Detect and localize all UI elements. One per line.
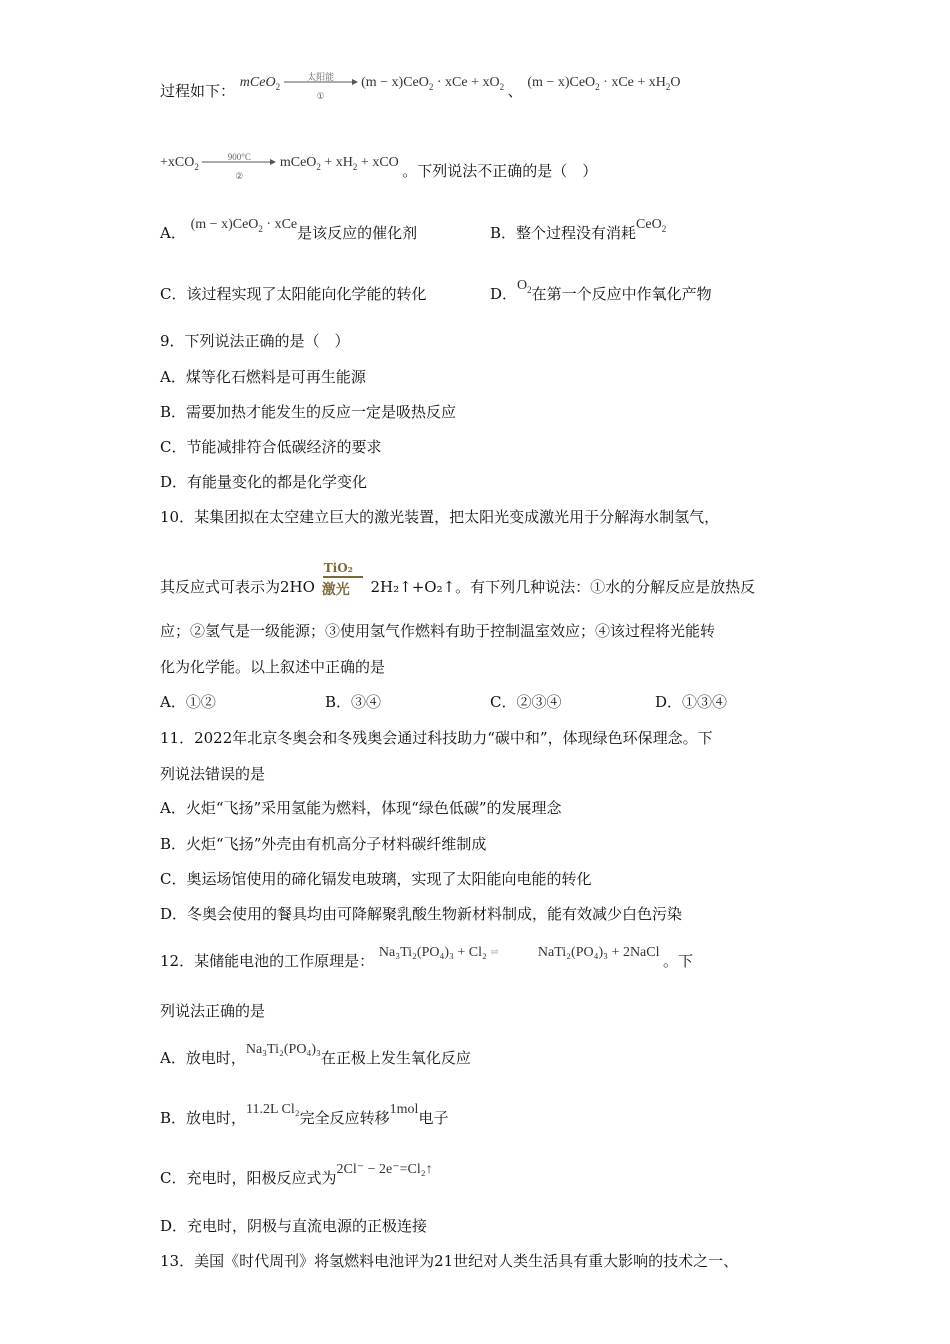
reaction-arrow-1: 太阳能 ① bbox=[284, 72, 358, 94]
q11-option-d: D．冬奥会使用的餐具均由可降解聚乳酸生物新材料制成，能有效减少白色污染 bbox=[160, 905, 683, 923]
q11-option-b: B．火炬“飞扬”外壳由有机高分子材料碳纤维制成 bbox=[160, 835, 487, 853]
q10-stem-2: 其反应式可表示为2HO TiO₂ 激光 2H₂↑+O₂↑。有下列几种说法：①水的分解反应是放热反 bbox=[160, 561, 756, 598]
q10-option-d: D．①③④ bbox=[655, 693, 728, 711]
q10-option-c: C．②③④ bbox=[490, 693, 562, 711]
q11-stem-2: 列说法错误的是 bbox=[160, 765, 266, 783]
q11-stem-1: 11．2022年北京冬奥会和冬残奥会通过科技助力“碳中和”，体现绿色环保理念。下 bbox=[160, 729, 713, 747]
eq1-left: mCeO bbox=[239, 75, 276, 90]
q10-stem-3: 应；②氢气是一级能源；③使用氢气作燃料有助于控制温室效应；④该过程将光能转 bbox=[160, 622, 716, 640]
q10-option-b: B．③④ bbox=[325, 693, 382, 711]
q9-option-d: D．有能量变化的都是化学变化 bbox=[160, 473, 368, 491]
q8-option-b: B．整个过程没有消耗CeO$_2$ bbox=[490, 217, 667, 242]
q12-stem-2: 列说法正确的是 bbox=[160, 1002, 266, 1020]
q8-option-c: C．该过程实现了太阳能向化学能的转化 bbox=[160, 285, 427, 303]
q10-stem-4: 化为化学能。以上叙述中正确的是 bbox=[160, 658, 386, 676]
q9-stem: 9．下列说法正确的是（ ） bbox=[160, 332, 350, 350]
q13-stem-1: 13．美国《时代周刊》将氢燃料电池评为21世纪对人类生活具有重大影响的技术之一、 bbox=[160, 1252, 739, 1270]
q8-eq1: mCeO$_2$ 太阳能 ① (m − x)CeO$_2$ · xCe + $xO_2$ bbox=[239, 71, 505, 101]
q11-option-a: A．火炬“飞扬”采用氢能为燃料，体现“绿色低碳”的发展理念 bbox=[160, 799, 562, 817]
reaction-arrow-2: 900°C ② bbox=[202, 152, 276, 174]
q9-option-b: B．需要加热才能发生的反应一定是吸热反应 bbox=[160, 403, 457, 421]
q9-option-a: A．煤等化石燃料是可再生能源 bbox=[160, 368, 366, 386]
q8-equation-line-2 bbox=[160, 151, 598, 188]
q8-stem-end: 。下列说法不正确的是（ ） bbox=[402, 162, 598, 180]
q8-eq2: (m − x)CeO$_2$ · xCe + $xH_2O$ bbox=[527, 75, 681, 92]
q8-option-a: A． (m − x)CeO$_2$ · xCe是该反应的催化剂 bbox=[160, 217, 418, 242]
catalyst-label: TiO₂ 激光 bbox=[320, 577, 366, 599]
q12-option-a: A．放电时，Na₃Ti₂(PO₄)₃在正极上发生氧化反应 bbox=[160, 1042, 471, 1067]
q12-option-d: D．充电时，阴极与直流电源的正极连接 bbox=[160, 1217, 428, 1235]
q12-stem-1: 12．某储能电池的工作原理是： Na₃Ti₂(PO₄)₃ + Cl₂ ⇌ NaTi₂(PO₄)₃ + 2NaCl 。下 bbox=[160, 945, 694, 970]
q8-eq3: +xCO$_2$ 900°C ② mCeO$_2$ + $xH_2$ + xCO bbox=[160, 151, 399, 181]
q12-option-c: C．充电时，阳极反应式为2Cl⁻ − 2e⁻=Cl₂↑ bbox=[160, 1162, 433, 1187]
q9-option-c: C．节能减排符合低碳经济的要求 bbox=[160, 438, 382, 456]
q8-option-d: D．$O_2$在第一个反应中作氧化产物 bbox=[490, 278, 712, 303]
q12-equation: Na₃Ti₂(PO₄)₃ + Cl₂ ⇌ NaTi₂(PO₄)₃ + 2NaCl bbox=[378, 945, 660, 960]
q11-option-c: C．奥运场馆使用的碲化镉发电玻璃，实现了太阳能向电能的转化 bbox=[160, 870, 592, 888]
q10-option-a: A．①② bbox=[160, 693, 216, 711]
q8-intro: 过程如下： bbox=[160, 82, 236, 100]
q12-option-b: B．放电时，11.2L Cl₂完全反应转移1mol电子 bbox=[160, 1102, 449, 1127]
q10-stem-1: 10．某集团拟在太空建立巨大的激光装置，把太阳光变成激光用于分解海水制氢气， bbox=[160, 508, 720, 526]
q8-equation-line-1: 过程如下： mCeO$_2$ 太阳能 ① (m − x)CeO$_2$ · xCe + $xO_2$ 、 (m − x)CeO$_2$ · xCe + $xH_2O$ bbox=[160, 71, 681, 101]
